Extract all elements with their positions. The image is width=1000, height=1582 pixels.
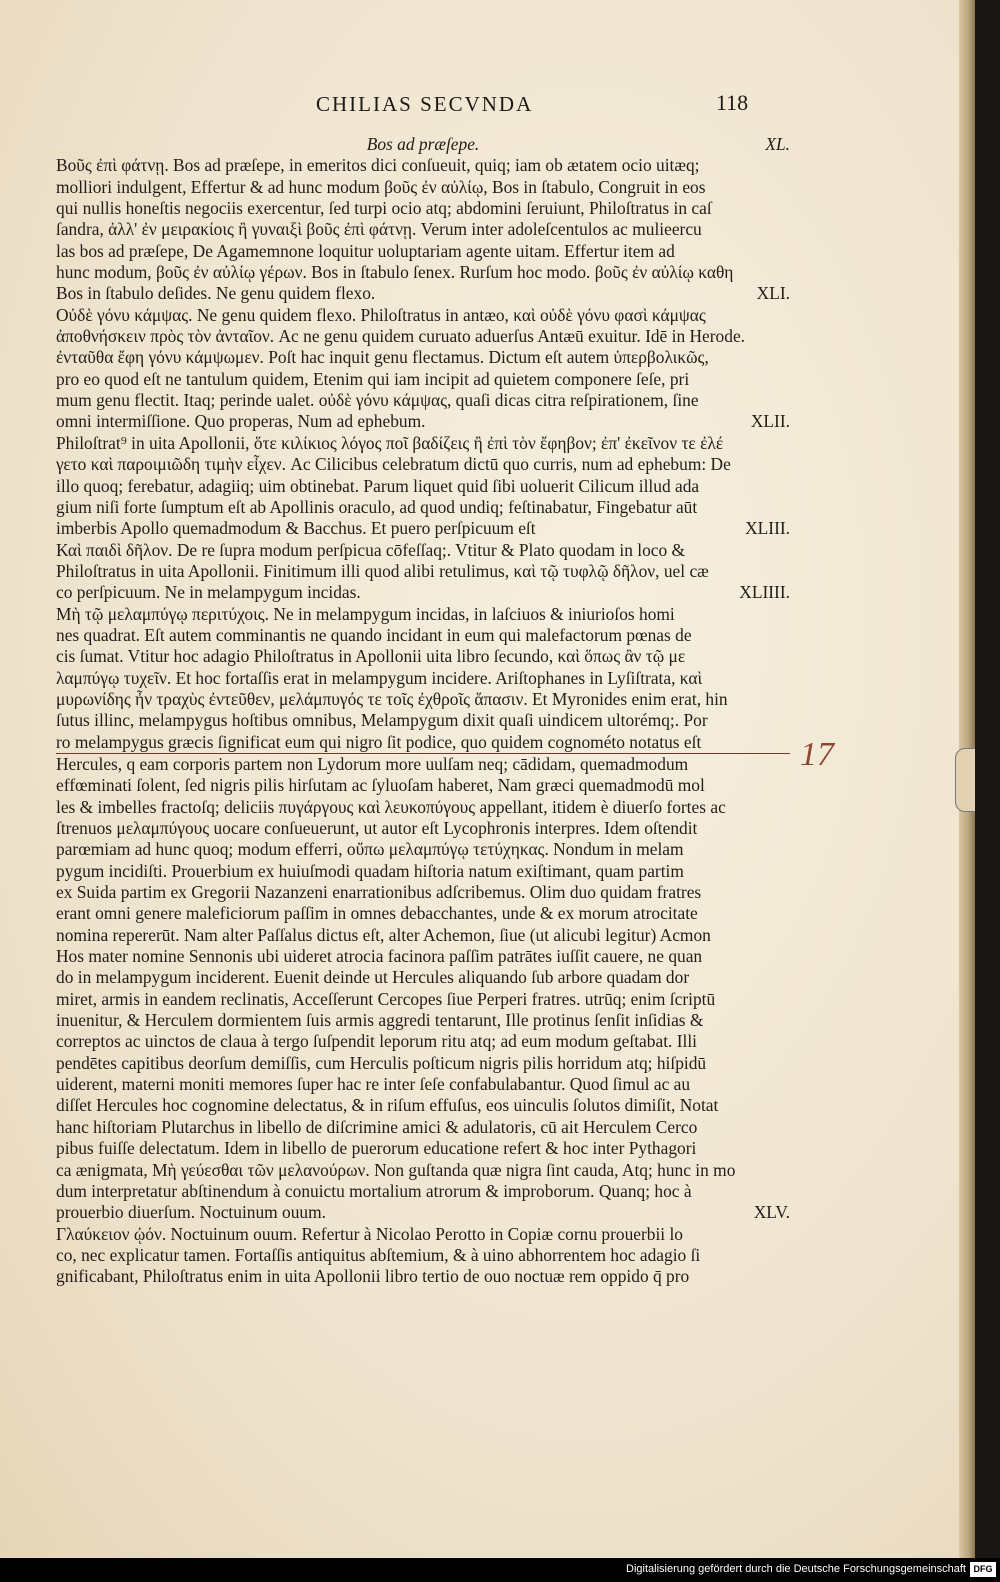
line-text: ex Suida partim ex Gregorii Nazanzeni enarrationibus adſcribemus. Olim duo quidam fratres	[56, 882, 702, 903]
text-line	[56, 347, 790, 368]
text-line	[56, 582, 790, 603]
text-line	[56, 283, 790, 304]
line-text: Βοῦς ἐπὶ φάτνῃ. Bos ad præſepe, in emeritos dici conſueuit, quiq; iam ob ætatem ocio uitæq;	[56, 155, 700, 176]
margin-annotation: 17	[800, 736, 834, 773]
line-text: effœminati ſolent, ſed nigris pilis hirſutam ac ſyluoſam haberet, Nam græci quemadmodū mol	[56, 775, 705, 796]
body-text	[56, 134, 790, 1288]
text-line	[56, 561, 790, 582]
adage-number: XLIII.	[745, 518, 790, 539]
line-text: λαμπύγῳ τυχεῖν. Et hoc fortaſſis erat in melampygum incidere. Ariſtophanes in Lyſiſtrata, καὶ	[56, 667, 703, 688]
line-text: Γλαύκειον ᾠόν. Noctuinum ouum. Refertur à Nicolao Perotto in Copiæ cornu prouerbii lo	[56, 1223, 684, 1244]
line-text: omni intermiſſione. Quo properas, Num ad ephebum.	[56, 411, 426, 432]
line-text: diſſet Hercules hoc cognomine delectatus, & in riſum effuſus, eos uinculis ſolutos dimiſit, Notat	[56, 1095, 719, 1116]
line-text: les & imbelles fractoſq; deliciis πυγάργους καὶ λευκοπύγους appellant, itidem è diuerſo fortes ac	[56, 796, 726, 817]
text-line	[56, 797, 790, 818]
line-text: pro eo quod eſt ne tantulum quidem, Etenim qui iam incipit ad quietem componere ſeſe, pri	[56, 368, 690, 389]
line-text: molliori indulgent, Effertur & ad hunc modum βοῦς ἐν αὐλίῳ, Bos in ſtabulo, Congruit in eos	[56, 176, 706, 197]
line-text: ſandra, ἀλλ' ἐν μειρακίοις ἢ γυναιξὶ βοῦς ἐπὶ φάτνῃ. Verum inter adoleſcentulos ac mulieercu	[56, 219, 702, 240]
text-line	[56, 775, 790, 796]
text-line	[56, 241, 790, 262]
text-line	[56, 925, 790, 946]
text-line	[56, 1095, 790, 1116]
text-line	[56, 454, 790, 475]
text-line	[56, 710, 790, 731]
folio-number: 118	[716, 90, 749, 115]
text-line	[56, 989, 790, 1010]
text-line	[56, 668, 790, 689]
text-line	[56, 540, 790, 561]
text-line	[56, 732, 790, 754]
line-text: las bos ad præſepe, De Agamemnone loquitur uoluptariam agente uitam. Effertur item ad	[56, 240, 675, 261]
line-text: uiderent, materni moniti memores ſuper hac re inter ſeſe confabulabantur. Quod ſimul ac au	[56, 1074, 691, 1095]
line-text: pygum incidiſti. Prouerbium ex huiuſmodi quadam hiſtoria natum exiſtimant, quam partim	[56, 860, 684, 881]
text-line	[56, 155, 790, 176]
text-line	[56, 219, 790, 240]
text-line	[56, 754, 790, 775]
text-line	[56, 1117, 790, 1138]
text-line	[56, 262, 790, 283]
line-text: ca ænigmata, Μὴ γεύεσθαι τῶν μελανούρων. Non guſtanda quæ nigra ſint cauda, Atq; hunc in mo	[56, 1159, 736, 1180]
line-text: hanc hiſtoriam Plutarchus in libello de diſcrimine amici & adulatoris, cū ait Herculem Cerco	[56, 1116, 698, 1137]
text-line	[56, 1074, 790, 1095]
text-line	[56, 1224, 790, 1245]
line-text: illo quoq; ferebatur, adagiiq; uim obtinebat. Parum liquet quid ſibi uoluerit Cilicum illud ada	[56, 475, 700, 496]
line-text: pibus fuiſſe delectatum. Idem in libello de puerorum educatione refert & hoc inter Pythagori	[56, 1138, 697, 1159]
line-text: μυρωνίδης ἦν τραχὺς ἐντεῦθεν, μελάμπυγός τε τοῖς ἐχθροῖς ἅπασιν. Et Myronides enim erat, hin	[56, 688, 728, 709]
line-text: Philoſtrat⁹ in uita Apollonii, ὅτε κιλίκιος λόγος ποῖ βαδίζεις ἢ ἐπὶ τὸν ἔφηβον; ἐπ' ἐκεῖνον τε ἐλέ	[56, 432, 724, 453]
text-line	[56, 903, 790, 924]
line-text: parœmiam ad hunc quoq; modum efferri, οὔπω μελαμπύγῳ τετύχηκας. Nondum in melam	[56, 839, 684, 860]
footer-credit: Digitalisierung gefördert durch die Deutsche Forschungsgemeinschaft	[626, 1563, 966, 1575]
line-text: mum genu flectit. Itaq; perinde ualet. οὐδὲ γόνυ κάμψας, quaſi dicas citra reſpirationem, ſine	[56, 390, 699, 411]
line-text: qui nullis honeſtis negociis exercentur, ſed turpi ocio atq; abdomini ſeruiunt, Philoſtratus in caſ	[56, 198, 712, 219]
text-line	[56, 1181, 790, 1202]
line-text: Καὶ παιδὶ δῆλον. De re ſupra modum perſpicua cōfeſſaq;. Vtitur & Plato quodam in loco &	[56, 539, 686, 560]
line-text: Bos ad præſepe.	[366, 134, 480, 154]
adage-number: XLII.	[750, 411, 790, 432]
line-text: Οὐδὲ γόνυ κάμψας. Ne genu quidem flexo. Philoſtratus in antæo, καὶ οὐδὲ γόνυ φασὶ κάμψας	[56, 304, 706, 325]
text-line	[56, 198, 790, 219]
page-tab-marker	[955, 748, 975, 812]
text-line	[56, 967, 790, 988]
line-text: Bos in ſtabulo deſides. Ne genu quidem flexo.	[56, 283, 376, 304]
line-text: ro melampygus græcis ſignificat eum qui nigro ſit podice, quo quidem cognométo notatus eſt	[56, 731, 702, 752]
line-text: Hercules, q eam corporis partem non Lydorum more uulſam neq; cādidam, quemadmodum	[56, 753, 689, 774]
text-line	[56, 518, 790, 539]
text-line	[56, 326, 790, 347]
footer-bar	[0, 1558, 1000, 1582]
line-text: gnificabant, Philoſtratus enim in uita Apollonii libro tertio de ouo noctuæ rem oppido q̄ pro	[56, 1266, 690, 1287]
adage-number: XLI.	[756, 283, 790, 304]
text-line	[56, 646, 790, 667]
line-text: gium niſi forte ſumptum eſt ab Apollinis oraculo, ad quod undiq; feſtinabatur, Fingebatur aūt	[56, 496, 698, 517]
line-text: erant omni genere maleficiorum paſſim in omnes debacchantes, unde & ex morum atrocitate	[56, 903, 698, 924]
line-text: cis ſumat. Vtitur hoc adagio Philoſtratus in Apollonii uita libro ſecundo, καὶ ὅπως ἂν τῷ με	[56, 646, 686, 667]
adage-number: XL.	[765, 134, 790, 154]
text-line	[56, 1266, 790, 1287]
text-line	[56, 946, 790, 967]
line-text: dum interpretatur abſtinendum à conuictu mortalium atrorum & improborum. Quanq; hoc à	[56, 1180, 692, 1201]
line-text: imberbis Apollo quemadmodum & Bacchus. Et puero perſpicuum eſt	[56, 518, 536, 539]
text-line	[56, 1245, 790, 1266]
line-text: correptos ac uinctos de claua à tergo ſuſpendit leporum ritu atq; ad eum modum geſtabat. Illi	[56, 1031, 698, 1052]
text-line	[56, 134, 790, 155]
text-line	[56, 411, 790, 432]
adage-number: XLV.	[753, 1202, 790, 1223]
line-text: co perſpicuum. Ne in melampygum incidas.	[56, 582, 361, 603]
line-text: ſtrenuos μελαμπύγους uocare conſueuerunt, ut autor eſt Lycophronis interpres. Idem oſtendit	[56, 818, 698, 838]
line-text: nes quadrat. Eſt autem comminantis ne quando incidant in eum qui malefactorum pœnas de	[56, 624, 692, 645]
line-text: Μὴ τῷ μελαμπύγῳ περιτύχοις. Ne in melampygum incidas, in laſciuos & iniurioſos homi	[56, 603, 675, 624]
running-head: CHILIAS SECVNDA	[316, 92, 534, 116]
text-line	[56, 882, 790, 903]
text-line	[56, 1138, 790, 1159]
line-text: Philoſtratus in uita Apollonii. Finitimum illi quod alibi retulimus, καὶ τῷ τυφλῷ δῆλον, uel cæ	[56, 560, 709, 581]
line-text: co, nec explicatur tamen. Fortaſſis antiquitus abſtemium, & à uino abhorrentem hoc adagio ſi	[56, 1244, 701, 1265]
line-text: prouerbio diuerſum. Noctuinum ouum.	[56, 1202, 326, 1223]
text-line	[56, 1160, 790, 1181]
line-text: do in melampygum inciderent. Euenit deinde ut Hercules aliquando ſub arbore quadam dor	[56, 967, 690, 988]
text-line	[56, 497, 790, 518]
line-text: nomina repererūt. Nam alter Paſſalus dictus eſt, alter Achemon, ſiue (ut alicubi legitur) Acmon	[56, 924, 711, 945]
text-line	[56, 390, 790, 411]
text-line	[56, 839, 790, 860]
line-text: ἀποθνήσκειν πρὸς τὸν ἀνταῖον. Ac ne genu quidem curuato aduerſus Antæū exuitur. Idē in Herode.	[56, 326, 746, 347]
line-text: inuenitur, & Herculem dormientem ſuis armis aggredi tentarunt, Ille protinus ſenſit inſidias &	[56, 1010, 704, 1031]
text-line	[56, 818, 790, 839]
text-line	[56, 625, 790, 646]
text-line	[56, 861, 790, 882]
text-line	[56, 689, 790, 710]
text-line	[56, 1031, 790, 1052]
line-text: ſutus illinc, melampygus hoſtibus omnibus, Melampygum dixit quaſi uindicem ultorémq;. Por	[56, 710, 708, 731]
line-text: γετο καὶ παροιμιῶδη τιμὴν εἶχεν. Ac Cilicibus celebratum dictū quo curris, num ad ephebum: De	[56, 454, 731, 475]
text-line	[56, 1010, 790, 1031]
adage-number: XLIIII.	[739, 582, 790, 603]
text-line	[56, 1202, 790, 1223]
text-line	[56, 433, 790, 454]
text-line	[56, 305, 790, 326]
text-line	[56, 476, 790, 497]
text-line	[56, 369, 790, 390]
line-text: pendētes capitibus deorſum demiſſis, cum Herculis poſticum nigris pilis horridum atq; hiſpidū	[56, 1052, 707, 1073]
line-text: miret, armis in eandem reclinatis, Acceſſerunt Cercopes ſiue Perperi fratres. utrūq; enim ſcriptū	[56, 988, 716, 1009]
line-text: ἐνταῦθα ἔφη γόνυ κάμψωμεν. Poſt hac inquit genu flectamus. Dictum eſt autem ὑπερβολικῶς,	[56, 347, 709, 368]
text-line	[56, 177, 790, 198]
dfg-logo: DFG	[970, 1562, 996, 1577]
line-text: Hos mater nomine Sennonis ubi uideret atrocia facinora paſſim patrātes iuſſit cauere, ne quan	[56, 946, 703, 967]
text-line	[56, 1053, 790, 1074]
text-line	[56, 604, 790, 625]
line-text: hunc modum, βοῦς ἐν αὐλίῳ γέρων. Bos in ſtabulo ſenex. Rurſum hoc modo. βοῦς ἐν αὐλίῳ καθη	[56, 262, 734, 283]
